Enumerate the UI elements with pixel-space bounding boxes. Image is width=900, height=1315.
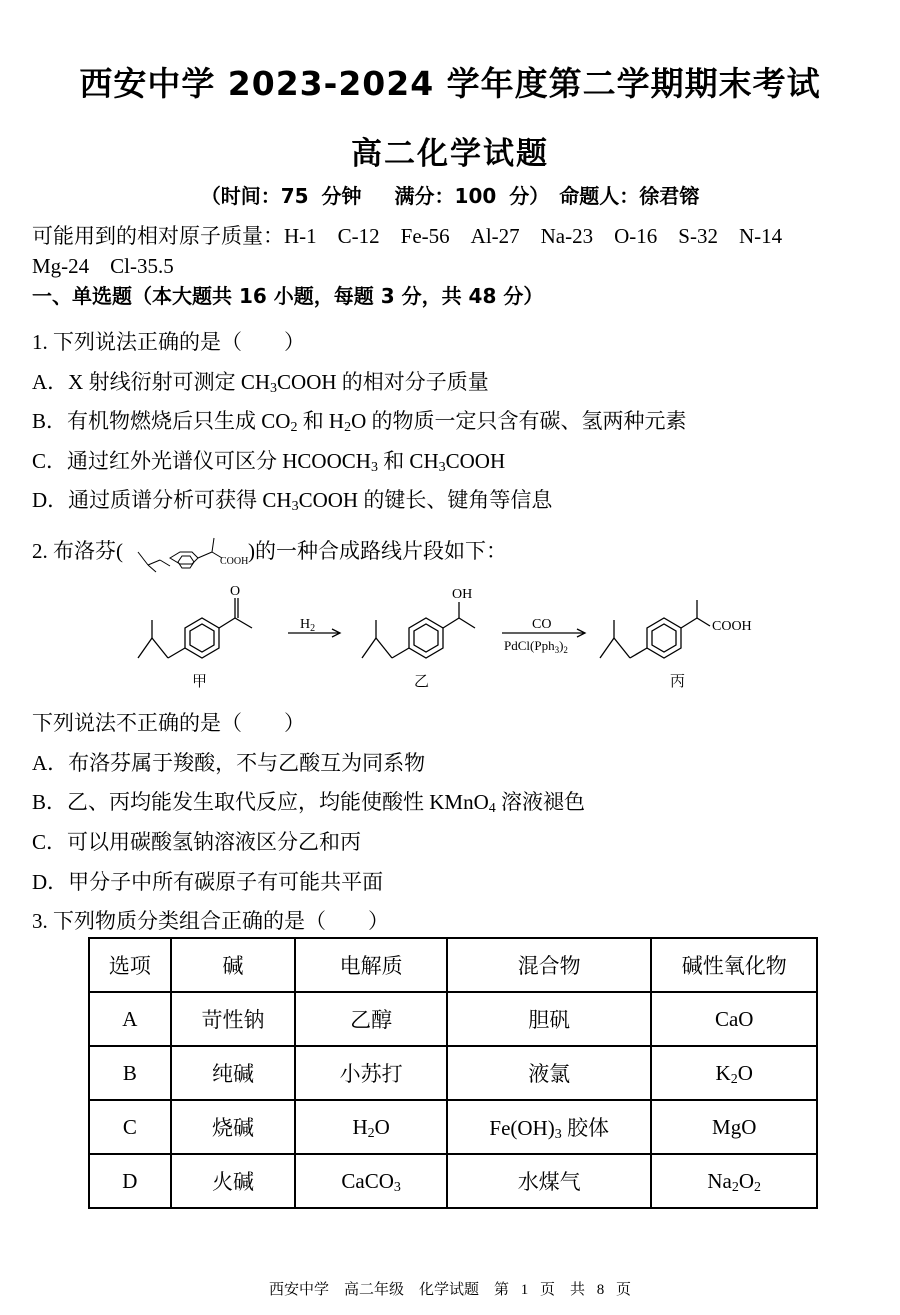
q2-question: 下列说法不正确的是（ ） xyxy=(32,711,305,735)
header-basic-oxide: 碱性氧化物 xyxy=(651,938,817,992)
table-header-row xyxy=(89,938,817,992)
q1-option-c: C．通过红外光谱仪可区分 $HCOOCH_3$ 和 $CH_3COOH$ xyxy=(32,449,506,475)
header-base: 碱 xyxy=(171,938,296,992)
exam-title: 西安中学 2023-2024 学年度第二学期期末考试 xyxy=(79,64,821,103)
table-row xyxy=(89,1154,817,1208)
table-row xyxy=(89,1046,817,1100)
inline-cooh-label: COOH xyxy=(220,556,249,567)
table-cell: C xyxy=(89,1100,171,1154)
alcohol-oh-label: OH xyxy=(452,587,473,602)
q2-option-c: C．可以用碳酸氢钠溶液区分乙和丙 xyxy=(32,830,362,854)
table-cell: $H_2O$ xyxy=(295,1100,447,1154)
table-cell: 胆矾 xyxy=(447,992,651,1046)
exam-meta: （时间：75 分钟 满分：100 分） 命题人：徐君镕 xyxy=(200,184,700,208)
ibuprofen-inline-structure xyxy=(130,520,260,585)
table-cell: D xyxy=(89,1154,171,1208)
ketone-o-label: O xyxy=(230,584,241,599)
acid-cooh-label: COOH xyxy=(712,619,752,634)
q2-stem: 2. 布洛芬( )的一种合成路线片段如下： xyxy=(32,539,507,563)
table-cell: 纯碱 xyxy=(171,1046,296,1100)
reagent-co: CO xyxy=(532,617,552,632)
q2-option-a: A．布洛芬属于羧酸，不与乙酸互为同系物 xyxy=(32,751,426,775)
atomic-masses-line-2: Mg-24 Cl-35.5 xyxy=(32,254,174,278)
label-yi: 乙 xyxy=(414,674,430,690)
q1-option-b: B．有机物燃烧后只生成 $CO_2$ 和 $H_2O$ 的物质一定只含有碳、氢两种元素 xyxy=(32,409,687,435)
atomic-masses-line-1: 可能用到的相对原子质量：H-1 C-12 Fe-56 Al-27 Na-23 O-16 S-32 N-14 xyxy=(32,224,783,248)
table-cell: CaO xyxy=(651,992,817,1046)
header-option: 选项 xyxy=(89,938,171,992)
header-electrolyte: 电解质 xyxy=(295,938,447,992)
table-cell: MgO xyxy=(651,1100,817,1154)
table-cell: $Na_2O_2$ xyxy=(651,1154,817,1208)
page-footer: 西安中学 高二年级 化学试题 第 1 页 共 8 页 xyxy=(268,1282,631,1298)
header-mixture: 混合物 xyxy=(447,938,651,992)
q2-option-b: B．乙、丙均能发生取代反应，均能使酸性 KMnO$_4$ 溶液褪色 xyxy=(32,790,586,816)
table-cell: B xyxy=(89,1046,171,1100)
section-heading: 一、单选题（本大题共 16 小题，每题 3 分，共 48 分） xyxy=(32,284,544,308)
synthesis-scheme xyxy=(130,578,810,703)
table-cell: 苛性钠 xyxy=(171,992,296,1046)
q2-option-d: D．甲分子中所有碳原子有可能共平面 xyxy=(32,870,384,894)
table-cell: A xyxy=(89,992,171,1046)
q1-stem: 1. 下列说法正确的是（ ） xyxy=(32,330,305,354)
exam-subtitle: 高二化学试题 xyxy=(351,136,549,172)
table-row xyxy=(89,992,817,1046)
table-cell: 乙醇 xyxy=(295,992,447,1046)
table-cell: 火碱 xyxy=(171,1154,296,1208)
reagent-h2: $H_2$ xyxy=(300,617,316,634)
q1-option-d: D．通过质谱分析可获得 $CH_3COOH$ 的键长、键角等信息 xyxy=(32,488,553,514)
table-cell: 烧碱 xyxy=(171,1100,296,1154)
table-cell: 水煤气 xyxy=(447,1154,651,1208)
classification-table xyxy=(88,937,818,1209)
table-cell: $Fe(OH)_3$ 胶体 xyxy=(447,1100,651,1154)
table-cell: 液氯 xyxy=(447,1046,651,1100)
table-cell: CaCO$_3$ xyxy=(295,1154,447,1208)
reagent-catalyst: $PdCl(Pph_3)_2$ xyxy=(504,638,568,655)
table-row xyxy=(89,1100,817,1154)
q3-stem: 3. 下列物质分类组合正确的是（ ） xyxy=(32,909,389,933)
label-bing: 丙 xyxy=(670,674,686,690)
table-cell: $K_2O$ xyxy=(651,1046,817,1100)
table-cell: 小苏打 xyxy=(295,1046,447,1100)
label-jia: 甲 xyxy=(192,674,208,690)
q1-option-a: A．X 射线衍射可测定 $CH_3COOH$ 的相对分子质量 xyxy=(32,370,489,396)
